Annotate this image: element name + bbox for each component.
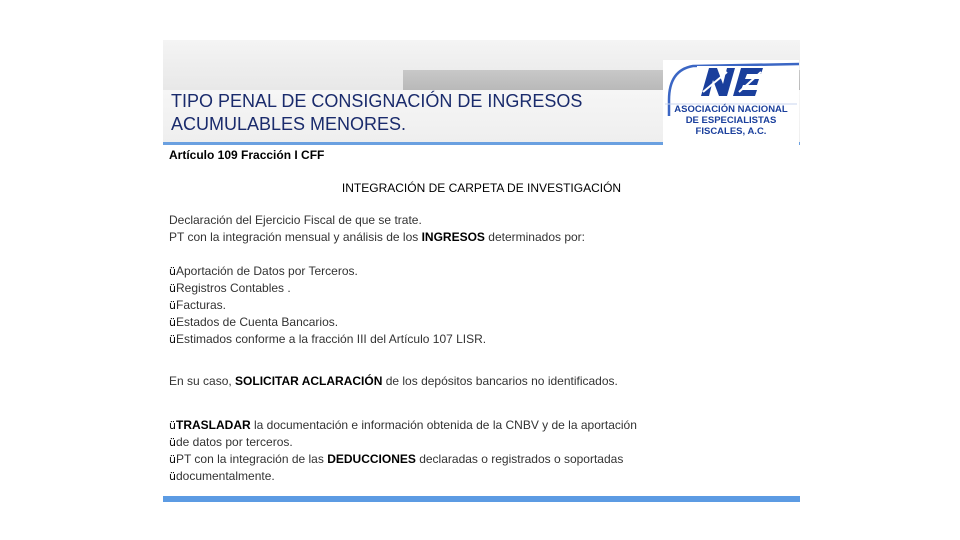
list-item (169, 451, 637, 468)
clarify-bold: SOLICITAR ACLARACIÓN (235, 374, 383, 388)
check-icon: ü (169, 265, 176, 278)
check-icon: ü (169, 419, 176, 432)
association-logo (663, 60, 799, 148)
clarify-text: En su caso, (169, 374, 236, 388)
check-icon: ü (169, 436, 176, 449)
list-item-text: Facturas. (175, 298, 226, 312)
list-item (169, 280, 486, 297)
logo-caption (663, 104, 799, 137)
list-item-text-end: declaradas o registrados o soportadas (415, 452, 624, 466)
list-item-text: de datos por terceros. (175, 435, 293, 449)
list-item (169, 263, 486, 280)
intro-text-end: determinados por: (484, 230, 586, 244)
check-icon: ü (169, 282, 176, 295)
list-item-bold: DEDUCCIONES (327, 452, 416, 466)
list-item-text: Registros Contables . (175, 281, 291, 295)
list-item-bold: TRASLADAR (175, 418, 251, 432)
list-item (169, 434, 637, 451)
check-icon: ü (169, 453, 176, 466)
section-subheading: INTEGRACIÓN DE CARPETA DE INVESTIGACIÓN (341, 181, 622, 195)
article-reference: Artículo 109 Fracción I CFF (169, 148, 325, 162)
check-icon: ü (169, 299, 176, 312)
intro-paragraph (169, 212, 585, 246)
intro-text: PT con la integración mensual y análisis de los (169, 230, 422, 244)
list-item (169, 468, 637, 485)
sources-list (169, 263, 486, 348)
list-item (169, 314, 486, 331)
list-item (169, 417, 637, 434)
list-item-text: Estados de Cuenta Bancarios. (175, 315, 339, 329)
transfer-list (169, 417, 637, 485)
list-item-text: documentalmente. (175, 469, 275, 483)
logo-line-1: ASOCIACIÓN NACIONAL (674, 104, 788, 115)
list-item-text: la documentación e información obtenida de la CNBV y de la aportación (250, 418, 637, 432)
intro-line-2 (169, 229, 585, 246)
list-item-text: Aportación de Datos por Terceros. (175, 264, 358, 278)
slide (163, 40, 800, 502)
check-icon: ü (169, 470, 176, 483)
logo-line-3: FISCALES, A.C. (695, 126, 767, 137)
footer-bar (163, 496, 800, 502)
intro-bold: INGRESOS (421, 230, 485, 244)
logo-line-2: DE ESPECIALISTAS (685, 115, 777, 126)
check-icon: ü (169, 316, 176, 329)
clarification-paragraph (169, 373, 618, 390)
list-item-text: PT con la integración de las (175, 452, 328, 466)
list-item-text: Estimados conforme a la fracción III del Artículo 107 LISR. (175, 332, 487, 346)
list-item (169, 297, 486, 314)
intro-line-1: Declaración del Ejercicio Fiscal de que se trate. (169, 213, 422, 227)
list-item (169, 331, 486, 348)
slide-title: TIPO PENAL DE CONSIGNACIÓN DE INGRESOS ACUMULABLES MENORES. (171, 91, 583, 134)
check-icon: ü (169, 333, 176, 346)
clarify-text-end: de los depósitos bancarios no identificados. (382, 374, 618, 388)
